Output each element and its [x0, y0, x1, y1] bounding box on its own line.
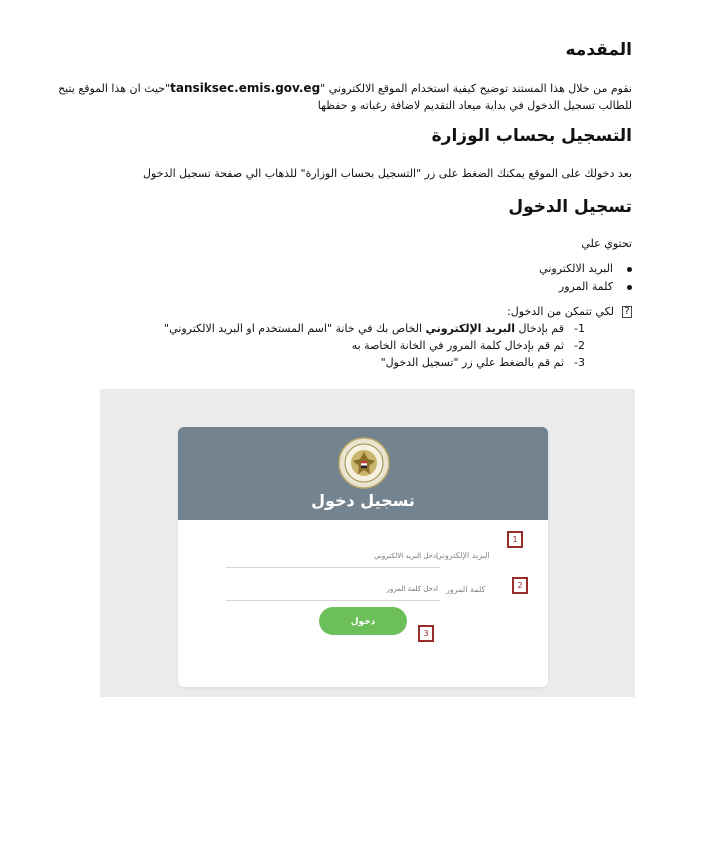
- step-bold-text: البريد الإلكتروني: [425, 322, 515, 335]
- bullet-label: كلمة المرور: [558, 280, 613, 293]
- steps-intro: [507, 305, 632, 318]
- bullet-item: [559, 280, 632, 293]
- step-text: الخاص بك في خانة "اسم المستخدم او البريد الالكتروني": [164, 322, 423, 335]
- step-text: ثم قم بالضغط علي زر "تسجيل الدخول": [380, 356, 565, 369]
- ministry-signup-heading: التسجيل بحساب الوزارة: [431, 126, 632, 146]
- step-number: 3-: [574, 356, 585, 369]
- ministry-seal-icon: [338, 437, 390, 489]
- bullet-item: [539, 262, 632, 275]
- step-number: 2-: [574, 339, 585, 352]
- annotation-marker-1: 1: [507, 531, 523, 548]
- password-label: كلمة المرور: [446, 585, 486, 594]
- login-card-title: تسجيل دخول: [311, 491, 415, 510]
- intro-heading: المقدمه: [565, 40, 632, 60]
- placeholder-glyph-icon: ?: [622, 306, 632, 318]
- intro-paragraph-line2: للطالب تسجيل الدخول في بداية ميعاد التقديم لاضافة رغباته و حفظها: [317, 99, 632, 112]
- login-button[interactable]: دخول: [319, 607, 407, 635]
- login-card: [178, 427, 548, 687]
- bullet-dot-icon: [627, 267, 632, 272]
- intro-text-before: نقوم من خلال هذا المستند توضيح كيفية استخدام الموقع الالكتروني ": [320, 82, 632, 95]
- email-label: البريد الإلكتروني: [436, 551, 490, 560]
- step-text: ثم قم بإدخال كلمة المرور في الخانة الخاصة به: [351, 339, 565, 352]
- ministry-signup-text: بعد دخولك على الموقع يمكنك الضغط على زر "التسجيل بحساب الوزارة" للذهاب الي صفحة تسجيل الدخول: [143, 167, 632, 180]
- step-number: 1-: [574, 322, 585, 335]
- login-heading: تسجيل الدخول: [508, 197, 632, 217]
- annotation-marker-2: 2: [512, 577, 528, 594]
- bullet-label: البريد الالكتروني: [539, 262, 613, 275]
- step-text: قم بإدخال: [518, 322, 565, 335]
- login-card-header: [178, 427, 548, 520]
- site-domain-link: tansiksec.emis.gov.eg: [170, 81, 321, 95]
- intro-text-after: "حيث ان هذا الموقع يتيح: [58, 82, 171, 95]
- step-item: [352, 339, 585, 352]
- step-item: [164, 322, 585, 335]
- password-field[interactable]: [226, 578, 440, 601]
- email-field[interactable]: [226, 545, 440, 568]
- login-contains-text: تحتوي علي: [581, 237, 632, 250]
- annotation-marker-3: 3: [418, 625, 434, 642]
- bullet-dot-icon: [627, 285, 632, 290]
- steps-intro-text: لكي تتمكن من الدخول:: [507, 305, 614, 318]
- step-item: [381, 356, 585, 369]
